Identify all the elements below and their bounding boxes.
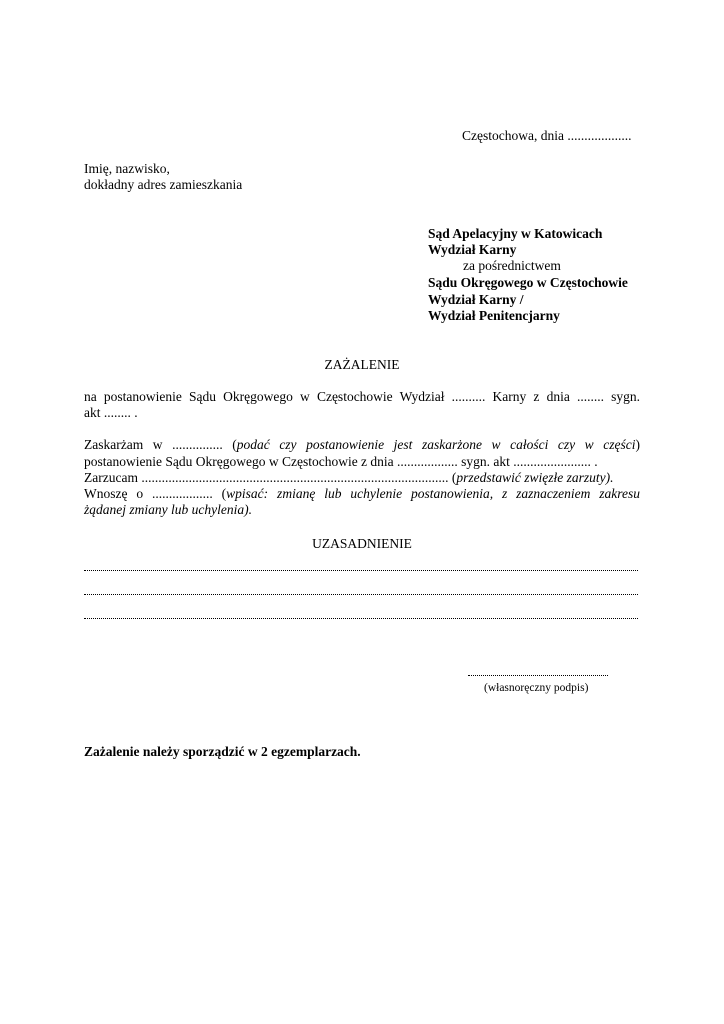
justification-line-3 bbox=[84, 618, 638, 619]
body-line-4 bbox=[84, 486, 640, 502]
body-line-3-instruction: przedstawić zwięzłe zarzuty). bbox=[456, 470, 614, 485]
addressee-district-court: Sądu Okręgowego w Częstochowie bbox=[428, 275, 628, 290]
footer-note: Zażalenie należy sporządzić w 2 egzemplarzach. bbox=[84, 744, 361, 759]
intro-line-2: akt ........ . bbox=[84, 405, 138, 420]
body-line-2: postanowienie Sądu Okręgowego w Częstochowie z dnia .................. sygn. akt ....................... . bbox=[84, 454, 598, 469]
justification-line-2 bbox=[84, 594, 638, 595]
body-line-3-prefix: Zarzucam ........................................................................................... ( bbox=[84, 470, 457, 485]
addressee-via: za pośrednictwem bbox=[463, 258, 561, 273]
document-title: ZAŻALENIE bbox=[324, 357, 400, 372]
sender-name-label: Imię, nazwisko, bbox=[84, 161, 170, 176]
body-line-4-instruction: wpisać: zmianę lub uchylenie postanowienia, z zaznaczeniem zakresu bbox=[226, 486, 640, 501]
intro-line-1: na postanowienie Sądu Okręgowego w Częstochowie Wydział .......... Karny z dnia ........ sygn. bbox=[84, 389, 640, 404]
body-line-1 bbox=[84, 437, 640, 453]
addressee-division: Wydział Karny bbox=[428, 242, 517, 257]
justification-heading: UZASADNIENIE bbox=[312, 536, 412, 551]
sender-address-label: dokładny adres zamieszkania bbox=[84, 177, 243, 192]
signature-label: (własnoręczny podpis) bbox=[484, 682, 589, 694]
addressee-court: Sąd Apelacyjny w Katowicach bbox=[428, 226, 603, 241]
place-date: Częstochowa, dnia ................... bbox=[462, 128, 632, 143]
body-line-1-suffix: ) bbox=[635, 437, 640, 452]
addressee-division-penitentiary: Wydział Penitencjarny bbox=[428, 308, 560, 323]
body-line-1-instruction: podać czy postanowienie jest zaskarżone w całości czy w części bbox=[236, 437, 636, 452]
body-line-1-prefix: Zaskarżam w ............... ( bbox=[84, 437, 237, 452]
justification-line-1 bbox=[84, 570, 638, 571]
addressee-division-criminal: Wydział Karny / bbox=[428, 292, 524, 307]
body-line-5: żądanej zmiany lub uchylenia). bbox=[84, 502, 252, 517]
body-line-4-prefix: Wnoszę o .................. ( bbox=[84, 486, 227, 501]
signature-line bbox=[468, 675, 608, 676]
body-line-3 bbox=[84, 470, 613, 486]
